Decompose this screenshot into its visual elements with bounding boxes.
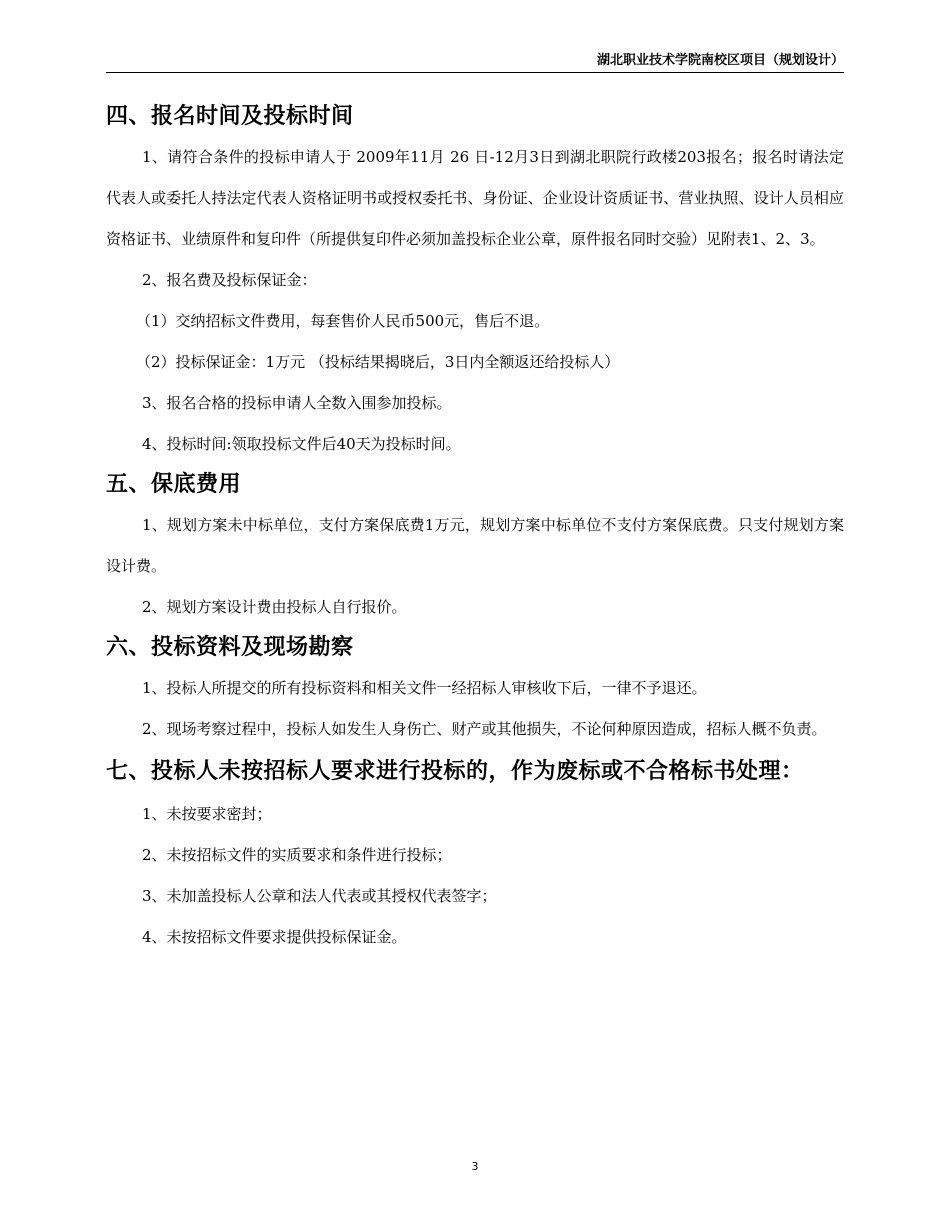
page-body <box>106 97 844 958</box>
paragraph-guarantee-2: 2、规划方案设计费由投标人自行报价。 <box>142 598 407 616</box>
running-header: 湖北职业技术学院南校区项目（规划设计） <box>596 53 844 68</box>
paragraph-registration-4: 4、投标时间:领取投标文件后40天为投标时间。 <box>142 435 461 453</box>
section-heading-registration: 四、报名时间及投标时间 <box>106 104 354 129</box>
paragraph-invalid-1: 1、未按要求密封； <box>142 805 272 823</box>
page-number: 3 <box>471 1160 479 1173</box>
section-heading-invalid-bids: 七、投标人未按招标人要求进行投标的，作为废标或不合格标书处理： <box>106 759 804 784</box>
section-heading-materials-survey: 六、投标资料及现场勘察 <box>106 635 354 660</box>
paragraph-invalid-4: 4、未按招标文件要求提供投标保证金。 <box>142 928 407 946</box>
paragraph-invalid-3: 3、未加盖投标人公章和法人代表或其授权代表签字； <box>142 887 497 905</box>
paragraph-registration-1: 1、请符合条件的投标申请人于 2009年11月 26 日-12月3日到湖北职院行政楼203报名；报名时请法定代表人或委托人持法定代表人资格证明书或授权委托书、身份证、企业设计资质证书、营业执照、设计人员相应资格证书、业绩原件和复印件（所提供复印件必须加盖投标企业公章，原件报名同时交验）见附表1、2、3。 <box>106 148 844 248</box>
paragraph-guarantee-1: 1、规划方案未中标单位，支付方案保底费1万元，规划方案中标单位不支付方案保底费。只支付规划方案设计费。 <box>106 516 844 575</box>
paragraph-invalid-2: 2、未按招标文件的实质要求和条件进行投标； <box>142 846 452 864</box>
header-rule <box>106 72 844 73</box>
paragraph-registration-3: 3、报名合格的投标申请人全数入围参加投标。 <box>142 394 452 412</box>
paragraph-materials-1: 1、投标人所提交的所有投标资料和相关文件一经招标人审核收下后，一律不予退还。 <box>142 679 707 697</box>
paragraph-registration-fee: （1）交纳招标文件费用，每套售价人民币500元，售后不退。 <box>136 312 550 330</box>
section-heading-guarantee-fee: 五、保底费用 <box>106 472 242 497</box>
paragraph-registration-2: 2、报名费及投标保证金： <box>142 271 317 289</box>
paragraph-materials-2: 2、现场考察过程中，投标人如发生人身伤亡、财产或其他损失，不论何种原因造成，招标人概不负责。 <box>142 720 827 738</box>
paragraph-registration-deposit: （2）投标保证金：1万元 （投标结果揭晓后，3日内全额返还给投标人） <box>136 353 620 371</box>
